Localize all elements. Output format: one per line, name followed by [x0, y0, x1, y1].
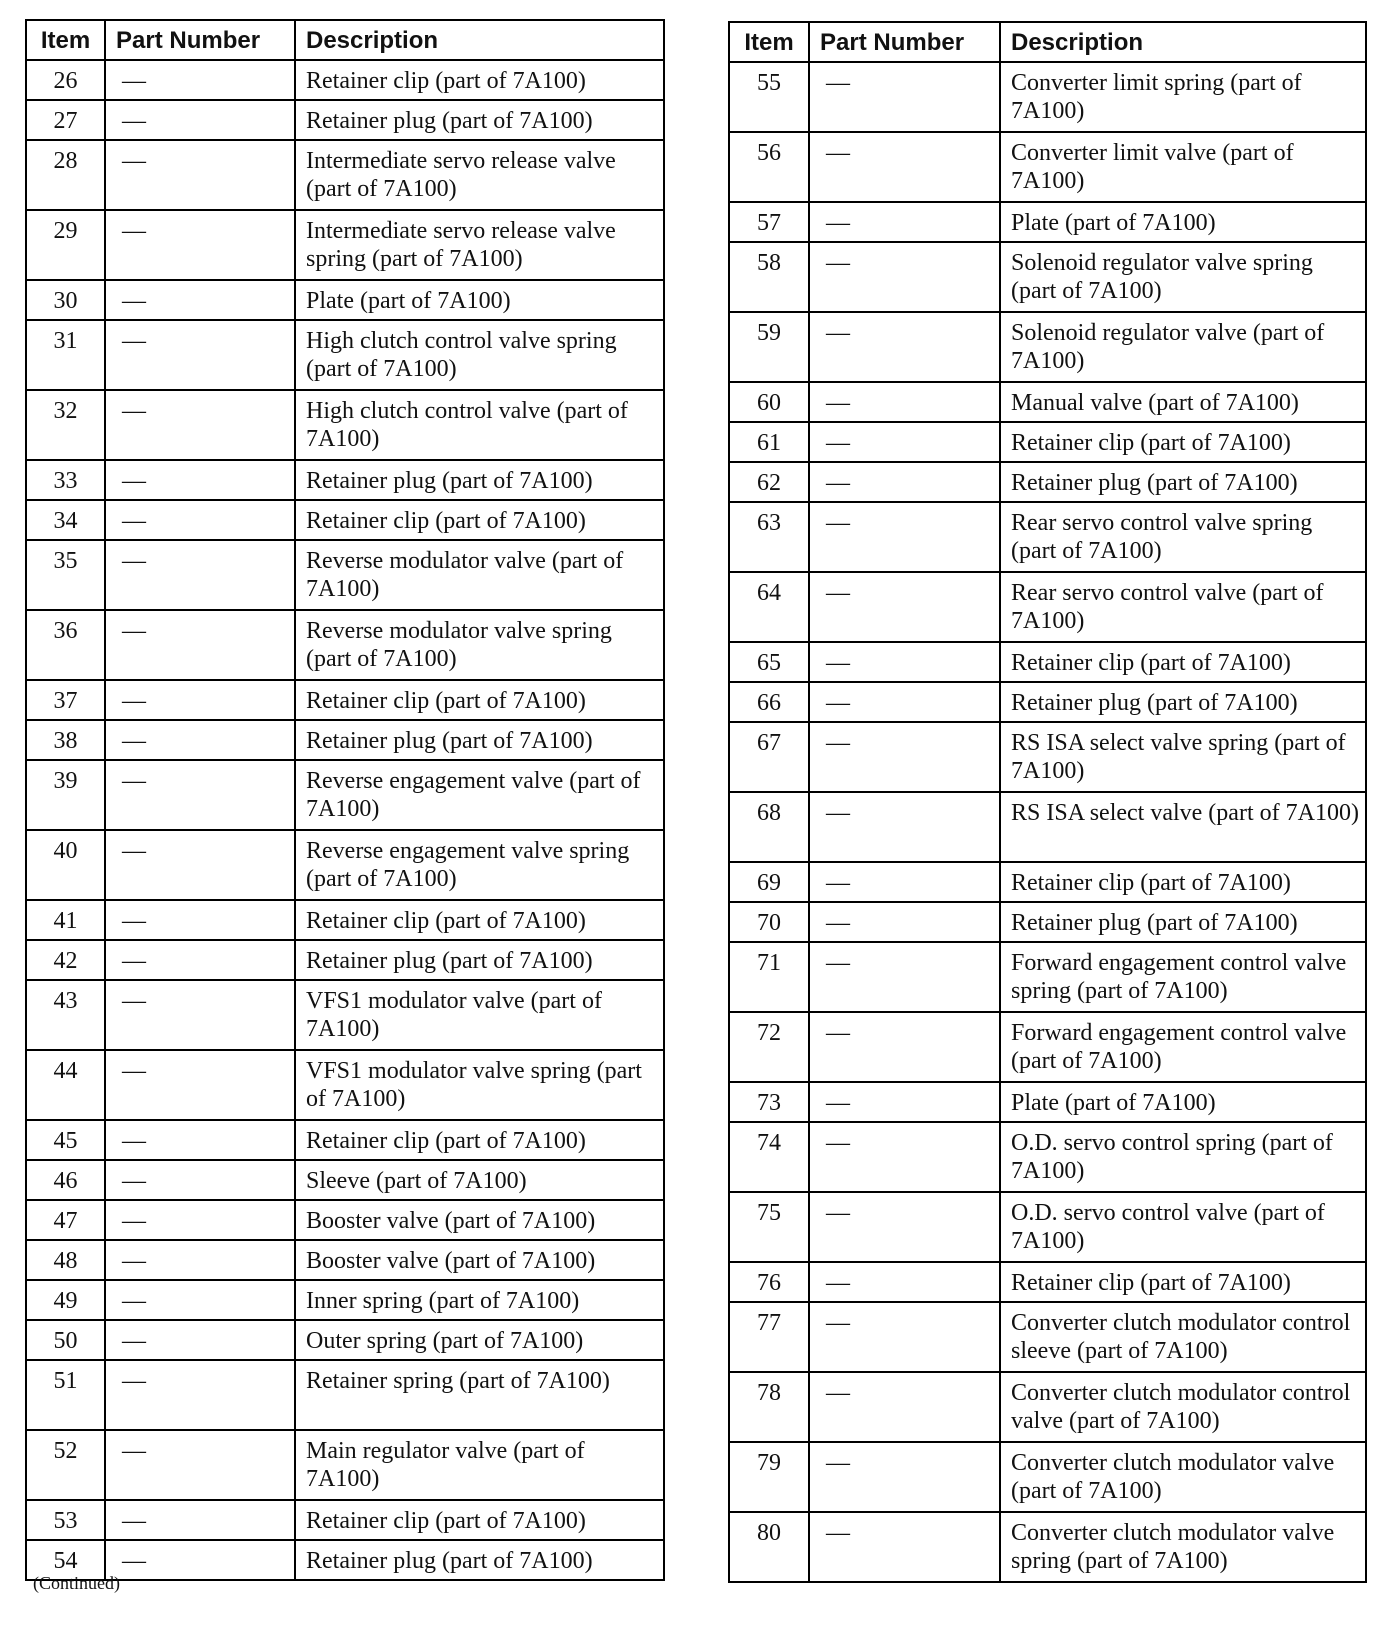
table-row [729, 1442, 1366, 1512]
description: RS ISA select valve (part of 7A100) [1000, 792, 1366, 862]
table-row [729, 422, 1366, 462]
item-number: 69 [729, 862, 809, 902]
description: Retainer plug (part of 7A100) [1000, 682, 1366, 722]
part-number-column-header: Part Number [105, 20, 295, 60]
description: Retainer clip (part of 7A100) [295, 680, 664, 720]
item-number: 38 [26, 720, 105, 760]
description: Retainer plug (part of 7A100) [295, 1540, 664, 1580]
part-number: — [105, 1280, 295, 1320]
table-row [26, 980, 664, 1050]
description: Retainer plug (part of 7A100) [295, 460, 664, 500]
part-number: — [809, 902, 1000, 942]
table-row [729, 382, 1366, 422]
part-number: — [105, 980, 295, 1050]
part-number: — [105, 830, 295, 900]
description: Retainer clip (part of 7A100) [295, 1120, 664, 1160]
item-number: 76 [729, 1262, 809, 1302]
table-row [26, 1500, 664, 1540]
item-number: 75 [729, 1192, 809, 1262]
item-number: 35 [26, 540, 105, 610]
item-column-header: Item [729, 22, 809, 62]
item-number: 26 [26, 60, 105, 100]
description: Reverse engagement valve (part of 7A100) [295, 760, 664, 830]
table-header-row [26, 20, 664, 60]
part-number: — [105, 940, 295, 980]
table-row [26, 1120, 664, 1160]
item-number: 66 [729, 682, 809, 722]
description: Retainer clip (part of 7A100) [1000, 422, 1366, 462]
item-number: 40 [26, 830, 105, 900]
description: Retainer spring (part of 7A100) [295, 1360, 664, 1430]
description: VFS1 modulator valve spring (part of 7A100) [295, 1050, 664, 1120]
item-number: 64 [729, 572, 809, 642]
part-number: — [809, 502, 1000, 572]
description: Intermediate servo release valve spring (part of 7A100) [295, 210, 664, 280]
description: High clutch control valve spring (part of 7A100) [295, 320, 664, 390]
description: Converter clutch modulator valve spring (part of 7A100) [1000, 1512, 1366, 1582]
description: Retainer clip (part of 7A100) [295, 900, 664, 940]
part-number: — [105, 760, 295, 830]
part-number: — [809, 202, 1000, 242]
part-number: — [809, 862, 1000, 902]
item-number: 78 [729, 1372, 809, 1442]
item-number: 44 [26, 1050, 105, 1120]
part-number: — [809, 312, 1000, 382]
part-number: — [809, 1012, 1000, 1082]
description: Converter clutch modulator control sleeve (part of 7A100) [1000, 1302, 1366, 1372]
continued-note: (Continued) [33, 1573, 120, 1593]
item-number: 34 [26, 500, 105, 540]
item-number: 31 [26, 320, 105, 390]
table-row [729, 502, 1366, 572]
description: Retainer plug (part of 7A100) [1000, 902, 1366, 942]
table-row [729, 642, 1366, 682]
table-row [26, 1280, 664, 1320]
description: O.D. servo control spring (part of 7A100) [1000, 1122, 1366, 1192]
parts-table-left [25, 19, 665, 1581]
item-number: 58 [729, 242, 809, 312]
table-row [26, 540, 664, 610]
item-number: 68 [729, 792, 809, 862]
description: Retainer clip (part of 7A100) [1000, 1262, 1366, 1302]
description: Reverse modulator valve spring (part of 7A100) [295, 610, 664, 680]
description: Manual valve (part of 7A100) [1000, 382, 1366, 422]
table-row [729, 312, 1366, 382]
description: Intermediate servo release valve (part of 7A100) [295, 140, 664, 210]
description: Retainer plug (part of 7A100) [1000, 462, 1366, 502]
part-number: — [105, 1320, 295, 1360]
item-number: 60 [729, 382, 809, 422]
item-number: 63 [729, 502, 809, 572]
item-number: 53 [26, 1500, 105, 1540]
table-row [26, 1050, 664, 1120]
item-number: 29 [26, 210, 105, 280]
part-number: — [809, 462, 1000, 502]
description: Solenoid regulator valve spring (part of 7A100) [1000, 242, 1366, 312]
part-number: — [105, 1120, 295, 1160]
description: Retainer plug (part of 7A100) [295, 720, 664, 760]
part-number: — [809, 722, 1000, 792]
description: Retainer clip (part of 7A100) [1000, 862, 1366, 902]
table-row [26, 1430, 664, 1500]
part-number: — [105, 1540, 295, 1580]
item-number: 48 [26, 1240, 105, 1280]
table-header-row [729, 22, 1366, 62]
description: Main regulator valve (part of 7A100) [295, 1430, 664, 1500]
item-number: 70 [729, 902, 809, 942]
table-row [729, 132, 1366, 202]
item-number: 45 [26, 1120, 105, 1160]
description: RS ISA select valve spring (part of 7A100) [1000, 722, 1366, 792]
description: Converter clutch modulator valve (part of 7A100) [1000, 1442, 1366, 1512]
table-row [26, 680, 664, 720]
table-row [26, 830, 664, 900]
item-number: 50 [26, 1320, 105, 1360]
item-number: 37 [26, 680, 105, 720]
part-number: — [809, 642, 1000, 682]
table-row [729, 682, 1366, 722]
part-number: — [105, 500, 295, 540]
item-number: 54 [26, 1540, 105, 1580]
table-row [26, 280, 664, 320]
part-number: — [105, 460, 295, 500]
item-number: 47 [26, 1200, 105, 1240]
part-number: — [105, 1430, 295, 1500]
description: Forward engagement control valve spring (part of 7A100) [1000, 942, 1366, 1012]
item-number: 49 [26, 1280, 105, 1320]
table-row [26, 140, 664, 210]
table-row [26, 1160, 664, 1200]
description: Inner spring (part of 7A100) [295, 1280, 664, 1320]
description: Rear servo control valve spring (part of 7A100) [1000, 502, 1366, 572]
description: Retainer clip (part of 7A100) [295, 500, 664, 540]
description: Retainer clip (part of 7A100) [295, 1500, 664, 1540]
part-number: — [105, 720, 295, 760]
description: Forward engagement control valve (part of 7A100) [1000, 1012, 1366, 1082]
table-row [729, 242, 1366, 312]
table-row [729, 902, 1366, 942]
table-row [26, 610, 664, 680]
table-row [26, 1320, 664, 1360]
parts-table-right [728, 21, 1367, 1583]
item-number: 74 [729, 1122, 809, 1192]
table-row [729, 1082, 1366, 1122]
item-number: 77 [729, 1302, 809, 1372]
part-number-column-header: Part Number [809, 22, 1000, 62]
part-number: — [809, 132, 1000, 202]
table-row [729, 1262, 1366, 1302]
part-number: — [105, 680, 295, 720]
table-row [26, 1200, 664, 1240]
item-number: 41 [26, 900, 105, 940]
table-row [26, 210, 664, 280]
part-number: — [105, 280, 295, 320]
table-row [729, 1372, 1366, 1442]
part-number: — [809, 572, 1000, 642]
description: Converter limit spring (part of 7A100) [1000, 62, 1366, 132]
part-number: — [105, 540, 295, 610]
part-number: — [105, 1160, 295, 1200]
part-number: — [809, 1442, 1000, 1512]
item-number: 39 [26, 760, 105, 830]
description-column-header: Description [1000, 22, 1366, 62]
part-number: — [105, 900, 295, 940]
part-number: — [105, 140, 295, 210]
part-number: — [809, 1512, 1000, 1582]
item-number: 46 [26, 1160, 105, 1200]
table-row [729, 62, 1366, 132]
table-row [26, 1540, 664, 1580]
description: Reverse engagement valve spring (part of 7A100) [295, 830, 664, 900]
item-number: 52 [26, 1430, 105, 1500]
item-column-header: Item [26, 20, 105, 60]
description: Booster valve (part of 7A100) [295, 1240, 664, 1280]
description: Reverse modulator valve (part of 7A100) [295, 540, 664, 610]
part-number: — [105, 390, 295, 460]
description: Retainer clip (part of 7A100) [1000, 642, 1366, 682]
table-row [26, 940, 664, 980]
part-number: — [105, 610, 295, 680]
table-row [26, 320, 664, 390]
table-row [26, 390, 664, 460]
item-number: 57 [729, 202, 809, 242]
table-row [26, 760, 664, 830]
item-number: 28 [26, 140, 105, 210]
part-number: — [809, 792, 1000, 862]
part-number: — [105, 320, 295, 390]
table-row [729, 1512, 1366, 1582]
table-row [729, 792, 1366, 862]
part-number: — [809, 1192, 1000, 1262]
table-row [26, 720, 664, 760]
part-number: — [809, 942, 1000, 1012]
part-number: — [809, 1302, 1000, 1372]
part-number: — [105, 1050, 295, 1120]
table-row [729, 1012, 1366, 1082]
item-number: 30 [26, 280, 105, 320]
part-number: — [105, 100, 295, 140]
item-number: 33 [26, 460, 105, 500]
description: O.D. servo control valve (part of 7A100) [1000, 1192, 1366, 1262]
description: Booster valve (part of 7A100) [295, 1200, 664, 1240]
description: Rear servo control valve (part of 7A100) [1000, 572, 1366, 642]
description: Plate (part of 7A100) [1000, 1082, 1366, 1122]
table-row [26, 900, 664, 940]
table-row [26, 100, 664, 140]
description: Retainer clip (part of 7A100) [295, 60, 664, 100]
part-number: — [809, 242, 1000, 312]
part-number: — [809, 1262, 1000, 1302]
item-number: 67 [729, 722, 809, 792]
description: Retainer plug (part of 7A100) [295, 100, 664, 140]
part-number: — [105, 210, 295, 280]
part-number: — [809, 1082, 1000, 1122]
parts-table-left-body [26, 60, 664, 1580]
item-number: 36 [26, 610, 105, 680]
part-number: — [809, 422, 1000, 462]
part-number: — [809, 1372, 1000, 1442]
table-row [729, 942, 1366, 1012]
table-row [729, 1122, 1366, 1192]
table-row [26, 460, 664, 500]
description: High clutch control valve (part of 7A100) [295, 390, 664, 460]
item-number: 65 [729, 642, 809, 682]
item-number: 71 [729, 942, 809, 1012]
description: Retainer plug (part of 7A100) [295, 940, 664, 980]
item-number: 56 [729, 132, 809, 202]
table-row [26, 60, 664, 100]
part-number: — [105, 60, 295, 100]
table-row [729, 862, 1366, 902]
part-number: — [809, 382, 1000, 422]
description: Plate (part of 7A100) [295, 280, 664, 320]
part-number: — [105, 1500, 295, 1540]
table-row [729, 722, 1366, 792]
table-row [729, 202, 1366, 242]
item-number: 32 [26, 390, 105, 460]
item-number: 62 [729, 462, 809, 502]
description: Plate (part of 7A100) [1000, 202, 1366, 242]
table-row [729, 1192, 1366, 1262]
item-number: 72 [729, 1012, 809, 1082]
item-number: 80 [729, 1512, 809, 1582]
table-row [729, 1302, 1366, 1372]
item-number: 73 [729, 1082, 809, 1122]
table-row [26, 1360, 664, 1430]
description: Sleeve (part of 7A100) [295, 1160, 664, 1200]
table-row [729, 462, 1366, 502]
description: Converter clutch modulator control valve (part of 7A100) [1000, 1372, 1366, 1442]
part-number: — [105, 1360, 295, 1430]
item-number: 79 [729, 1442, 809, 1512]
item-number: 42 [26, 940, 105, 980]
table-row [26, 1240, 664, 1280]
description: VFS1 modulator valve (part of 7A100) [295, 980, 664, 1050]
item-number: 27 [26, 100, 105, 140]
item-number: 61 [729, 422, 809, 462]
table-row [26, 500, 664, 540]
description: Outer spring (part of 7A100) [295, 1320, 664, 1360]
part-number: — [105, 1200, 295, 1240]
description-column-header: Description [295, 20, 664, 60]
part-number: — [809, 682, 1000, 722]
part-number: — [809, 1122, 1000, 1192]
item-number: 55 [729, 62, 809, 132]
item-number: 59 [729, 312, 809, 382]
table-row [729, 572, 1366, 642]
description: Converter limit valve (part of 7A100) [1000, 132, 1366, 202]
part-number: — [809, 62, 1000, 132]
item-number: 43 [26, 980, 105, 1050]
item-number: 51 [26, 1360, 105, 1430]
parts-table-right-body [729, 62, 1366, 1582]
description: Solenoid regulator valve (part of 7A100) [1000, 312, 1366, 382]
part-number: — [105, 1240, 295, 1280]
